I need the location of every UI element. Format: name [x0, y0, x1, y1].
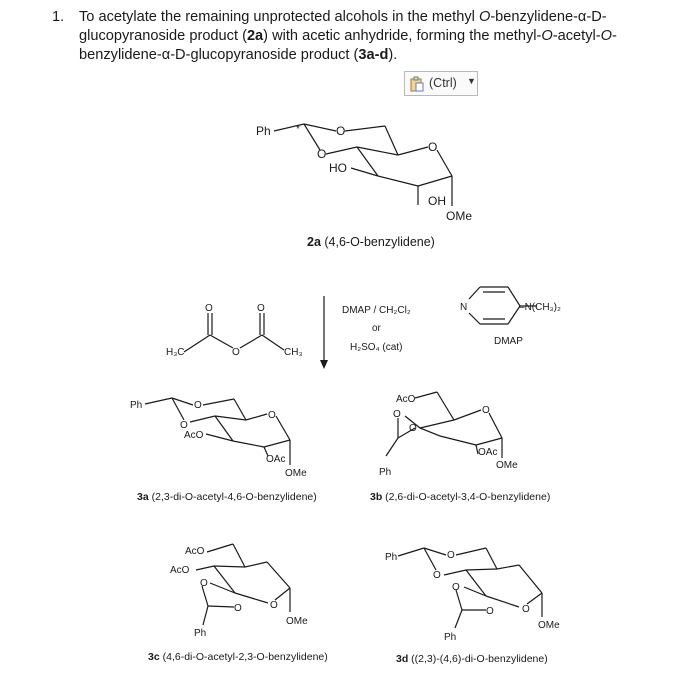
compound-caption — [396, 653, 548, 665]
text-run: ). — [388, 47, 398, 63]
atom-label: O — [336, 124, 346, 138]
condition-line-1: DMAP / CH₂Cl₂ — [342, 305, 411, 316]
condition-line-3: H₂SO₄ (cat) — [350, 342, 403, 353]
dmap-substituent-text: N(CH₃)₂ — [524, 302, 561, 313]
caption-text: (4,6-di-O-acetyl-2,3-O-benzylidene) — [159, 651, 328, 663]
acetic-anhydride — [166, 303, 303, 358]
atom-label: O — [482, 405, 490, 416]
atom-label: O — [200, 578, 208, 589]
atom-label: O — [433, 570, 441, 581]
condition-line-2: or — [372, 323, 381, 334]
atom-label: O — [194, 400, 202, 411]
atom-label: O — [486, 606, 494, 617]
compound-caption — [370, 491, 550, 503]
italic-o: O — [600, 28, 612, 44]
text-run: To acetylate the remaining unprotected alcohols in the methyl — [79, 9, 479, 25]
atom-label: Ph — [130, 400, 143, 411]
text-run: -acetyl- — [552, 28, 601, 44]
caption-id: 3d — [396, 653, 409, 665]
atom-label: H₃C — [166, 347, 185, 358]
structure-3b — [370, 392, 550, 503]
text-run: -benzylidene-α-D-glucopyranoside product ( — [79, 9, 607, 44]
stereo-marker: * — [296, 124, 300, 135]
atom-label: AcO — [184, 430, 204, 441]
atom-label: Ph — [256, 124, 271, 138]
structure-2a — [256, 124, 472, 249]
atom-label: OMe — [538, 620, 560, 631]
caption-id: 3b — [370, 491, 383, 503]
caption-id: 2a — [307, 235, 321, 249]
atom-label: O — [447, 550, 455, 561]
atom-label: O — [452, 582, 460, 593]
compound-caption — [148, 651, 328, 663]
text-run: ) with acetic anhydride, forming the methyl- — [263, 28, 542, 44]
caption-text: (2,6-di-O-acetyl-3,4-O-benzylidene) — [382, 491, 551, 503]
atom-label: AcO — [396, 394, 416, 405]
caption-id: 3c — [148, 651, 160, 663]
atom-label: O — [409, 423, 417, 434]
dmap-structure — [460, 287, 561, 347]
atom-label: OAc — [266, 454, 286, 465]
atom-label: O — [205, 303, 213, 314]
reaction-arrow — [320, 296, 328, 369]
atom-label: Ph — [194, 628, 207, 639]
atom-label: O — [257, 303, 265, 314]
italic-o: O — [541, 28, 553, 44]
structure-3d — [385, 548, 560, 665]
atom-label: OMe — [286, 616, 308, 627]
atom-label: O — [268, 410, 276, 421]
atom-label: O — [317, 147, 327, 161]
atom-label: CH₃ — [284, 347, 303, 358]
atom-label: Ph — [444, 632, 457, 643]
caption-text: ((2,3)-(4,6)-di-O-benzylidene) — [408, 653, 548, 665]
bold-compound: 2a — [246, 28, 264, 44]
atom-label: O — [393, 409, 401, 420]
atom-label: AcO — [185, 546, 205, 557]
atom-label: O — [428, 140, 438, 154]
atom-label: O — [180, 420, 188, 431]
atom-label: Ph — [385, 552, 398, 563]
atom-label: OMe — [285, 468, 307, 479]
atom-label: OH — [428, 194, 446, 208]
dmap-substituent: –N(CH₃)₂ — [519, 302, 561, 313]
atom-label: Ph — [379, 467, 392, 478]
dmap-label: DMAP — [494, 336, 523, 347]
atom-label: OMe — [496, 460, 518, 471]
compound-caption — [307, 235, 435, 249]
atom-label: HO — [329, 161, 347, 175]
structure-3c — [148, 544, 328, 663]
atom-label: O — [522, 604, 530, 615]
caption-text: (2,3-di-O-acetyl-4,6-O-benzylidene) — [148, 491, 317, 503]
italic-o: O — [478, 9, 491, 25]
paste-label: (Ctrl) — [429, 76, 457, 90]
atom-label: OMe — [446, 209, 473, 223]
atom-label: OAc — [478, 447, 498, 458]
atom-label: O — [234, 603, 242, 614]
caption-text: (4,6-O-benzylidene) — [320, 235, 435, 249]
atom-label: AcO — [170, 565, 190, 576]
structure-3a — [130, 398, 317, 503]
bold-compound: 3a-d — [358, 47, 389, 63]
atom-label: N — [460, 302, 468, 313]
step-number: 1. — [52, 9, 65, 25]
atom-label: O — [232, 347, 240, 358]
dropdown-caret-icon[interactable]: ▼ — [467, 76, 476, 86]
compound-caption — [137, 491, 317, 503]
atom-label: O — [270, 600, 278, 611]
caption-id: 3a — [137, 491, 149, 503]
text-run: -benzylidene-α-D-glucopyranoside product ( — [79, 28, 617, 63]
